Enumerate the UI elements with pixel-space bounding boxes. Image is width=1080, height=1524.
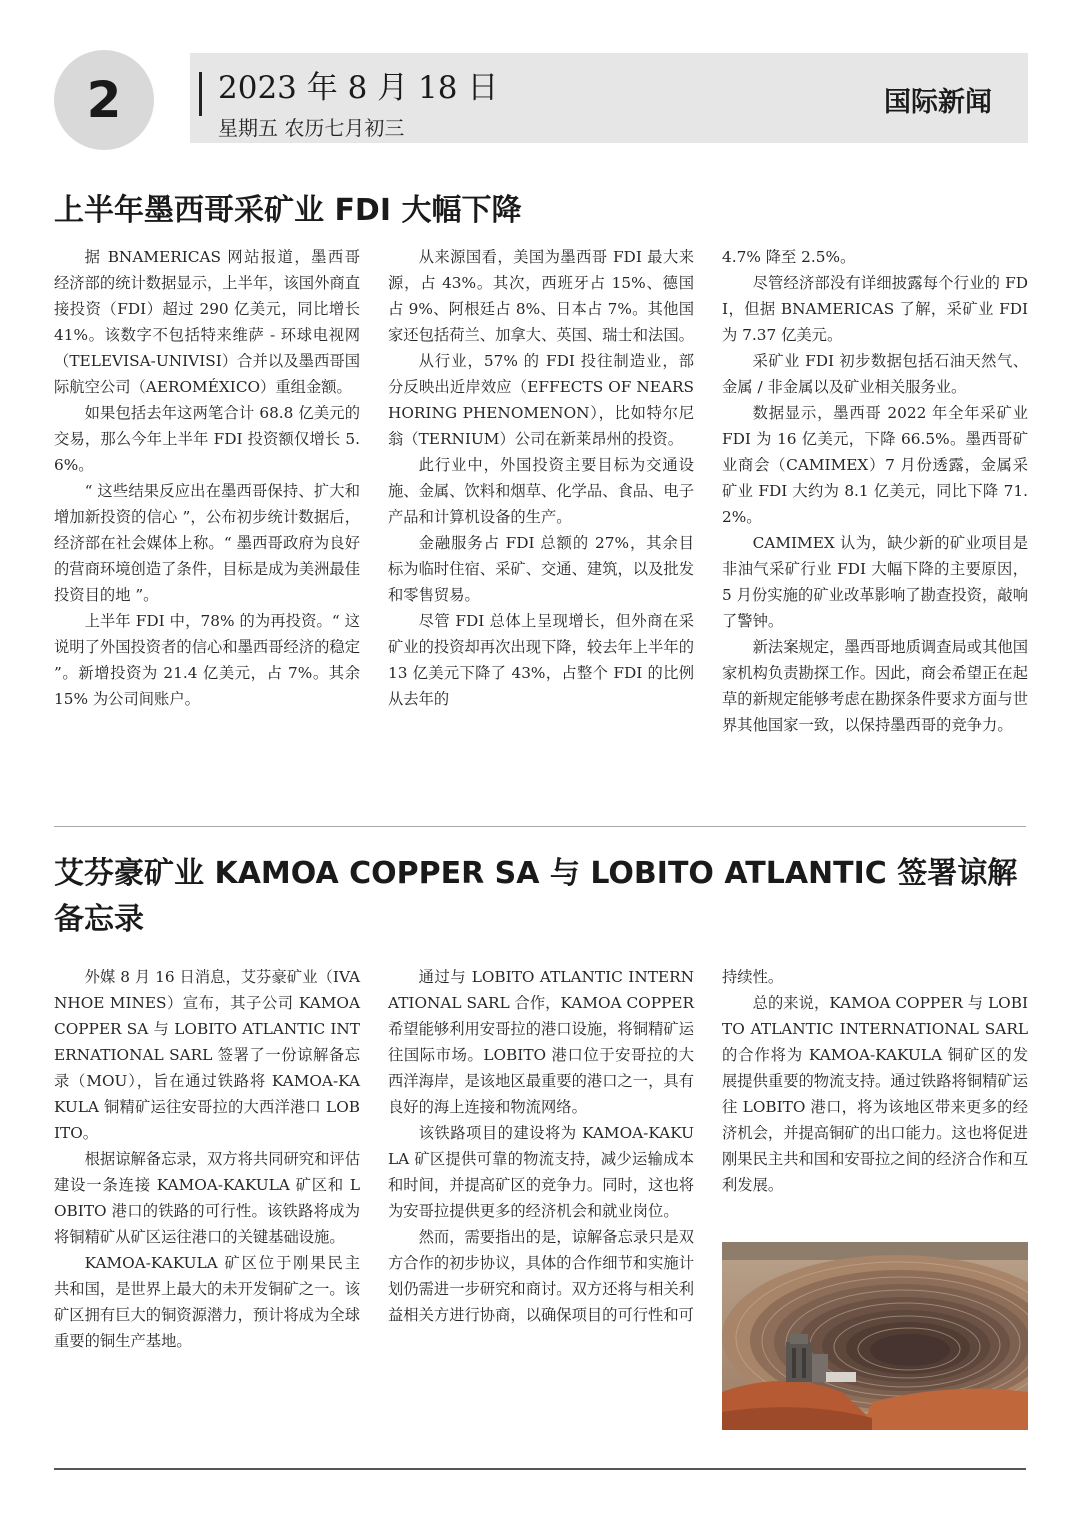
paragraph: 此行业中，外国投资主要目标为交通设施、金属、饮料和烟草、化学品、食品、电子产品和计算机设备的生产。 bbox=[388, 456, 694, 526]
paragraph: 外媒 8 月 16 日消息，艾芬豪矿业（IVANHOE MINES）宣布，其子公司 KAMOA COPPER SA 与 LOBITO ATLANTIC INTERNATIONAL SARL 签署了一份谅解备忘录（MOU），旨在通过铁路将 KAMOA-KAKULA 铜精矿运往安哥拉的大西洋港口 LOBITO。 bbox=[54, 968, 360, 1142]
paragraph: 通过与 LOBITO ATLANTIC INTERNATIONAL SARL 合作，KAMOA COPPER 希望能够利用安哥拉的港口设施，将铜精矿运往国际市场。LOBITO 港口位于安哥拉的大西洋海岸，是该地区最重要的港口之一，具有良好的海上连接和物流网络。 bbox=[388, 968, 694, 1116]
paragraph: 根据谅解备忘录，双方将共同研究和评估建设一条连接 KAMOA-KAKULA 矿区和 LOBITO 港口的铁路的可行性。该铁路将成为将铜精矿从矿区运往港口的关键基础设施。 bbox=[54, 1150, 360, 1246]
issue-date: 2023 年 8 月 18 日 bbox=[218, 70, 499, 106]
article2-column-1 bbox=[54, 964, 360, 1354]
weekday-lunar-date: 星期五 农历七月初三 bbox=[218, 116, 405, 140]
paragraph: 金融服务占 FDI 总额的 27%，其余目标为临时住宿、采矿、交通、建筑，以及批发和零售贸易。 bbox=[388, 534, 694, 604]
paragraph: 数据显示，墨西哥 2022 年全年采矿业 FDI 为 16 亿美元，下降 66.5%。墨西哥矿业商会（CAMIMEX）7 月份透露，金属采矿业 FDI 大约为 8.1 亿美元，同比下降 71.2%。 bbox=[722, 404, 1028, 526]
paragraph: 采矿业 FDI 初步数据包括石油天然气、金属 / 非金属以及矿业相关服务业。 bbox=[722, 352, 1028, 396]
paragraph: 4.7% 降至 2.5%。 bbox=[722, 248, 856, 266]
paragraph: 然而，需要指出的是，谅解备忘录只是双方合作的初步协议，具体的合作细节和实施计划仍需进一步研究和商讨。双方还将与相关利益相关方进行协商，以确保项目的可行性和可 bbox=[388, 1228, 694, 1324]
paragraph: 据 BNAMERICAS 网站报道，墨西哥经济部的统计数据显示，上半年，该国外商直接投资（FDI）超过 290 亿美元，同比增长 41%。该数字不包括特来维萨 - 环球电视网（TELEVISA-UNIVISI）合并以及墨西哥国际航空公司（AEROMÉXICO）重组金额。 bbox=[54, 248, 360, 396]
article2-headline: 艾芬豪矿业 KAMOA COPPER SA 与 LOBITO ATLANTIC 签署谅解备忘录 bbox=[54, 856, 1018, 937]
paragraph: 尽管经济部没有详细披露每个行业的 FDI，但据 BNAMERICAS 了解，采矿业 FDI 为 7.37 亿美元。 bbox=[722, 274, 1028, 344]
mine-photo-illustration bbox=[722, 1242, 1028, 1430]
paragraph: 上半年 FDI 中，78% 的为再投资。“ 这说明了外国投资者的信心和墨西哥经济的稳定 ”。新增投资为 21.4 亿美元，占 7%。其余 15% 为公司间账户。 bbox=[54, 612, 360, 708]
article-divider bbox=[54, 826, 1026, 827]
paragraph: 新法案规定，墨西哥地质调查局或其他国家机构负责勘探工作。因此，商会希望正在起草的新规定能够考虑在勘探条件要求方面与世界其他国家一致，以保持墨西哥的竞争力。 bbox=[722, 638, 1028, 734]
paragraph: KAMOA-KAKULA 矿区位于刚果民主共和国，是世界上最大的未开发铜矿之一。该矿区拥有巨大的铜资源潜力，预计将成为全球重要的铜生产基地。 bbox=[54, 1254, 360, 1350]
paragraph: 该铁路项目的建设将为 KAMOA-KAKULA 矿区提供可靠的物流支持，减少运输成本和时间，并提高矿区的竞争力。同时，这也将为安哥拉提供更多的经济机会和就业岗位。 bbox=[388, 1124, 694, 1220]
paragraph: 从行业，57% 的 FDI 投往制造业，部分反映出近岸效应（EFFECTS OF NEARSHORING PHENOMENON），比如特尔尼翁（TERNIUM）公司在新莱昂州的投资。 bbox=[388, 352, 694, 448]
article1-column-3 bbox=[722, 244, 1028, 738]
paragraph: 持续性。 bbox=[722, 968, 784, 986]
page-bottom-rule bbox=[54, 1468, 1026, 1470]
article1-column-2 bbox=[388, 244, 694, 712]
header-divider bbox=[199, 72, 202, 116]
paragraph: CAMIMEX 认为，缺少新的矿业项目是非油气采矿行业 FDI 大幅下降的主要原因，5 月份实施的矿业改革影响了勘查投资，敲响了警钟。 bbox=[722, 534, 1028, 630]
article1-headline: 上半年墨西哥采矿业 FDI 大幅下降 bbox=[54, 193, 522, 228]
page-number: 2 bbox=[54, 50, 154, 150]
paragraph: 如果包括去年这两笔合计 68.8 亿美元的交易，那么今年上半年 FDI 投资额仅增长 5.6%。 bbox=[54, 404, 360, 474]
section-title: 国际新闻 bbox=[884, 87, 992, 118]
article1-column-1 bbox=[54, 244, 360, 712]
paragraph: 总的来说，KAMOA COPPER 与 LOBITO ATLANTIC INTERNATIONAL SARL 的合作将为 KAMOA-KAKULA 铜矿区的发展提供重要的物流支持。通过铁路将铜精矿运往 LOBITO 港口，将为该地区带来更多的经济机会，并提高铜矿的出口能力。这也将促进刚果民主共和国和安哥拉之间的经济合作和互利发展。 bbox=[722, 994, 1028, 1194]
paragraph: 尽管 FDI 总体上呈现增长，但外商在采矿业的投资却再次出现下降，较去年上半年的 13 亿美元下降了 43%，占整个 FDI 的比例从去年的 bbox=[388, 612, 694, 708]
article2-column-3 bbox=[722, 964, 1028, 1198]
paragraph: 从来源国看，美国为墨西哥 FDI 最大来源，占 43%。其次，西班牙占 15%、德国占 9%、阿根廷占 8%、日本占 7%。其他国家还包括荷兰、加拿大、英国、瑞士和法国。 bbox=[388, 248, 694, 344]
open-pit-mine-photo bbox=[722, 1242, 1028, 1430]
paragraph: “ 这些结果反应出在墨西哥保持、扩大和增加新投资的信心 ”，公布初步统计数据后，经济部在社会媒体上称。“ 墨西哥政府为良好的营商环境创造了条件，目标是成为美洲最佳投资目的地 ”。 bbox=[54, 482, 360, 604]
article2-column-2 bbox=[388, 964, 694, 1328]
